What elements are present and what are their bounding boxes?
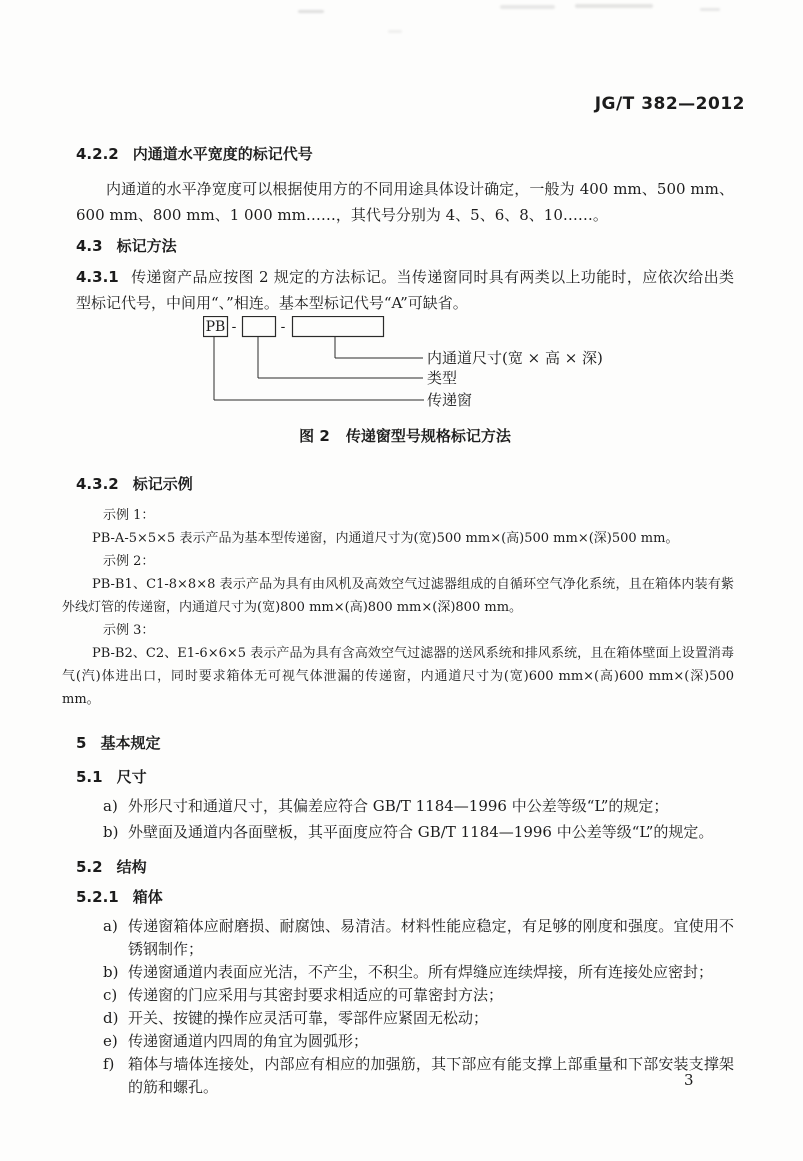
type-code-box (243, 317, 276, 337)
clause-heading-5 (76, 733, 734, 753)
clause-number: 5.2 (76, 858, 103, 876)
list-item (76, 915, 734, 961)
standard-number-header: JG/T 382—2012 (594, 94, 745, 114)
clause-5-2-1-list (76, 915, 734, 1099)
clause-text: 传递窗产品应按图 2 规定的方法标记。当传递窗同时具有两类以上功能时，应依次给出类型标记代号，中间用“、”相连。基本型标记代号“A”可缺省。 (76, 268, 734, 312)
clause-title: 尺寸 (116, 768, 147, 786)
clause-heading-4-3 (76, 236, 734, 256)
clause-4-3-1-paragraph (76, 264, 734, 316)
clause-number: 4.3 (76, 237, 103, 255)
clause-number: 4.3.2 (76, 475, 119, 493)
clause-title: 基本规定 (100, 734, 161, 752)
item-text: 外形尺寸和通道尺寸，其偏差应符合 GB/T 1184—1996 中公差等级“L”的规定； (128, 797, 669, 815)
clause-number: 5.2.1 (76, 888, 119, 906)
item-text: 传递窗通道内四周的角宜为圆弧形； (128, 1032, 369, 1050)
scan-artifact (298, 10, 324, 13)
scan-artifact (700, 8, 720, 11)
example-3-text: PB-B2、C2、E1-6×6×5 表示产品为具有含高效空气过滤器的送风系统和排风系统，且在箱体壁面上设置消毒气(汽)体进出口，同时要求箱体无可视气体泄漏的传递窗，内通道尺寸为(宽)600 mm×(高)600 mm×(深)500 mm。 (62, 646, 734, 707)
item-marker: a) (103, 917, 118, 935)
clause-title: 箱体 (132, 888, 163, 906)
example-2-text: PB-B1、C1-8×8×8 表示产品为具有由风机及高效空气过滤器组成的自循环空气净化系统，且在箱体内装有紫外线灯管的传递窗，内通道尺寸为(宽)800 mm×(高)800 mm×(深)800 mm。 (62, 577, 734, 615)
clause-5-1-list (76, 793, 734, 845)
item-text: 开关、按键的操作应灵活可靠，零部件应紧固无松动； (128, 1009, 489, 1027)
example-1-label: 示例 1： (103, 508, 155, 523)
item-marker: d) (103, 1009, 119, 1027)
item-marker: f) (103, 1055, 115, 1073)
callout-label-type: 类型 (427, 369, 458, 387)
clause-4-2-2-paragraph: 内通道的水平净宽度可以根据使用方的不同用途具体设计确定，一般为 400 mm、500 mm、600 mm、800 mm、1 000 mm……，其代号分别为 4、5、6、8、10……。 (76, 180, 734, 224)
clause-heading-5-1 (76, 767, 734, 787)
list-item (76, 984, 734, 1007)
model-designation-diagram (203, 316, 733, 414)
clause-heading-4-3-2 (76, 474, 734, 494)
figure-caption-label: 图 2 (299, 427, 330, 445)
clause-number: 5.1 (76, 768, 103, 786)
scan-artifact (388, 30, 402, 33)
clause-heading-5-2-1 (76, 887, 734, 907)
example-2-label: 示例 2： (103, 554, 155, 569)
scan-artifact (500, 5, 555, 9)
callout-label-pass-window: 传递窗 (427, 391, 473, 409)
callout-label-inner-channel-size: 内通道尺寸(宽 × 高 × 深) (427, 349, 603, 367)
list-item (76, 1030, 734, 1053)
item-text: 外壁面及通道内各面壁板，其平面度应符合 GB/T 1184—1996 中公差等级“L”的规定。 (128, 823, 714, 841)
separator-dash: - (231, 319, 237, 335)
figure-2-diagram (76, 316, 734, 414)
item-marker: c) (103, 986, 118, 1004)
item-marker: e) (103, 1032, 118, 1050)
item-marker: a) (103, 797, 118, 815)
figure-2-caption (76, 426, 734, 446)
separator-dash: - (280, 319, 286, 335)
list-item (76, 819, 734, 845)
size-code-box (293, 317, 384, 337)
list-item (76, 961, 734, 984)
example-1-text: PB-A-5×5×5 表示产品为基本型传递窗，内通道尺寸为(宽)500 mm×(高)500 mm×(深)500 mm。 (92, 531, 679, 546)
item-text: 传递窗通道内表面应光洁，不产尘，不积尘。所有焊缝应连续焊接，所有连接处应密封； (128, 963, 714, 981)
examples-block (62, 504, 734, 711)
item-marker: b) (103, 823, 119, 841)
item-text: 箱体与墙体连接处，内部应有相应的加强筋，其下部应有能支撑上部重量和下部安装支撑架的筋和螺孔。 (128, 1055, 734, 1096)
list-item (76, 1053, 734, 1099)
list-item (76, 793, 734, 819)
item-text: 传递窗箱体应耐磨损、耐腐蚀、易清洁。材料性能应稳定，有足够的刚度和强度。宜使用不锈钢制作； (128, 917, 734, 958)
clause-number: 4.3.1 (76, 268, 119, 286)
clause-number: 4.2.2 (76, 145, 119, 163)
pb-code-text: PB (205, 319, 226, 335)
clause-title: 标记方法 (116, 237, 177, 255)
scan-artifact (575, 4, 653, 8)
clause-title: 结构 (116, 858, 147, 876)
clause-heading-5-2 (76, 857, 734, 877)
clause-heading-4-2-2 (76, 144, 734, 164)
page-content (62, 144, 734, 1099)
item-text: 传递窗的门应采用与其密封要求相适应的可靠密封方法； (128, 986, 504, 1004)
page-number: 3 (684, 1071, 694, 1089)
example-3-label: 示例 3： (103, 623, 155, 638)
clause-title: 标记示例 (132, 475, 193, 493)
clause-title: 内通道水平宽度的标记代号 (132, 145, 313, 163)
list-item (76, 1007, 734, 1030)
item-marker: b) (103, 963, 119, 981)
figure-caption-text: 传递窗型号规格标记方法 (345, 427, 511, 445)
clause-number: 5 (76, 734, 87, 752)
